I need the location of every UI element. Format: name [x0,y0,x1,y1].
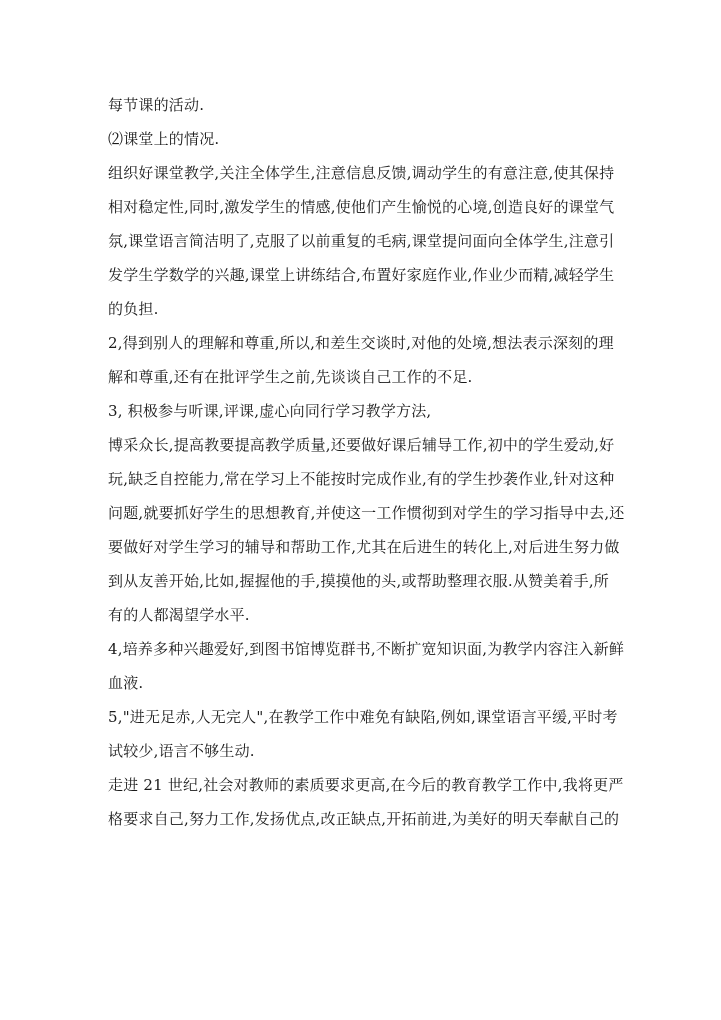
text-line: 发学生学数学的兴趣,课堂上讲练结合,布置好家庭作业,作业少而精,减轻学生 [108,266,615,284]
text-line: 2,得到别人的理解和尊重,所以,和差生交谈时,对他的处境,想法表示深刻的理 [108,334,614,352]
text-line: 走进 21 世纪,社会对教师的素质要求更高,在今后的教育教学工作中,我将更严 [108,776,624,794]
text-line: 解和尊重,还有在批评学生之前,先谈谈自己工作的不足. [108,368,473,386]
text-line: 每节课的活动. [108,96,205,114]
text-line: 组织好课堂教学,关注全体学生,注意信息反馈,调动学生的有意注意,使其保持 [108,164,615,182]
text-line: 相对稳定性,同时,激发学生的情感,使他们产生愉悦的心境,创造良好的课堂气 [108,198,615,216]
text-line: 博采众长,提高教要提高教学质量,还要做好课后辅导工作,初中的学生爱动,好 [108,436,615,454]
text-line: 3, 积极参与听课,评课,虚心向同行学习教学方法, [108,402,432,420]
text-line: 有的人都渴望学水平. [108,606,250,624]
text-line: ⑵课堂上的情况. [108,130,220,148]
text-line: 血液. [108,674,144,692]
text-line: 的负担. [108,300,159,318]
text-line: 要做好对学生学习的辅导和帮助工作,尤其在后进生的转化上,对后进生努力做 [108,538,620,556]
text-line: 4,培养多种兴趣爱好,到图书馆博览群书,不断扩宽知识面,为教学内容注入新鲜 [108,640,625,658]
text-line: 氛,课堂语言简洁明了,克服了以前重复的毛病,课堂提问面向全体学生,注意引 [108,232,615,250]
text-line: 玩,缺乏自控能力,常在学习上不能按时完成作业,有的学生抄袭作业,针对这种 [108,470,615,488]
text-line: 到从友善开始,比如,握握他的手,摸摸他的头,或帮助整理衣服.从赞美着手,所 [108,572,610,590]
text-line: 问题,就要抓好学生的思想教育,并使这一工作惯彻到对学生的学习指导中去,还 [108,504,625,522]
document-body [108,88,628,836]
text-line: 格要求自己,努力工作,发扬优点,改正缺点,开拓前进,为美好的明天奉献自己的 [108,810,620,828]
text-line: 5,"进无足赤,人无完人",在教学工作中难免有缺陷,例如,课堂语言平缓,平时考 [108,708,618,726]
text-line: 试较少,语言不够生动. [108,742,255,760]
